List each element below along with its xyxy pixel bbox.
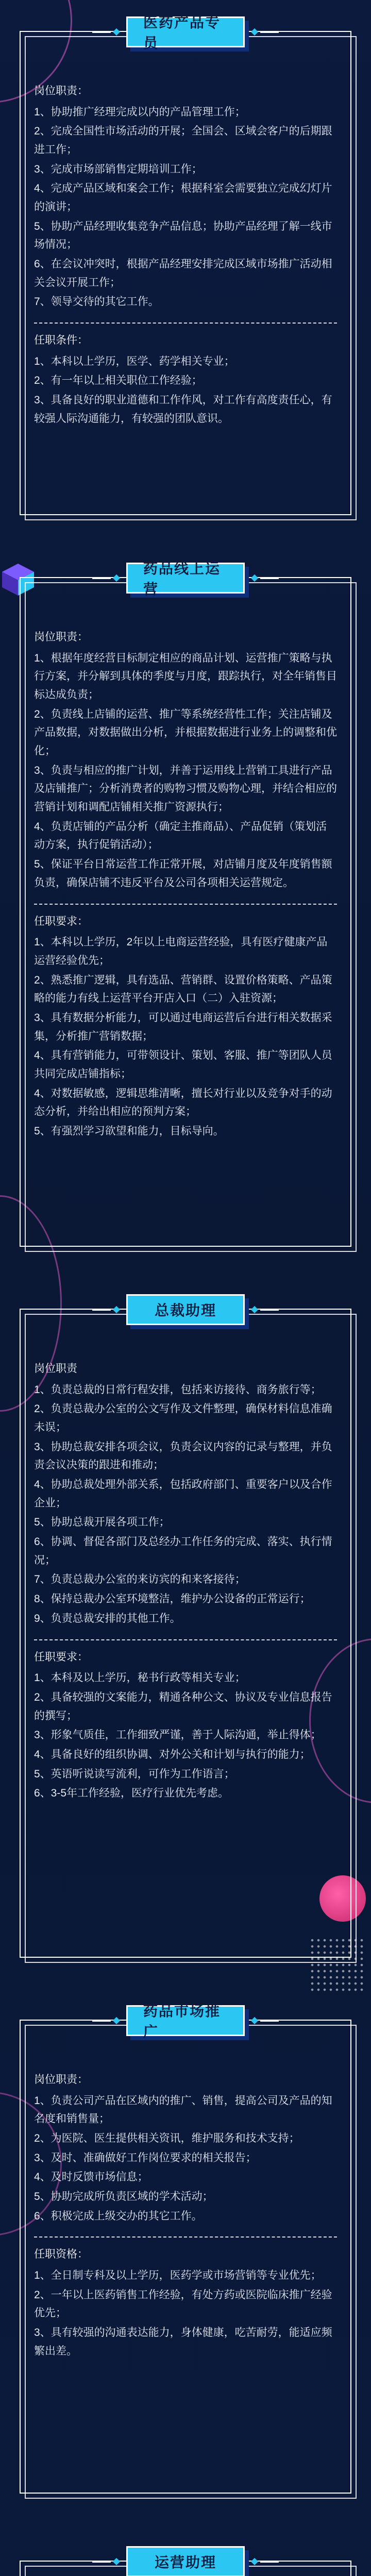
duty-item: 5、保证平台日常运营工作正常开展，对店铺月度及年度销售额负责，确保店铺不违反平台及公司各项相关运营规定。	[34, 858, 332, 889]
requirement-item: 3、具备良好的职业道德和工作作风，对工作有高度责任心，有较强人际沟通能力，有较强的团队意识。	[34, 394, 332, 425]
divider	[34, 2236, 337, 2238]
requirement-item: 2、具备较强的文案能力，精通各种公文、协议及专业信息报告的撰写；	[34, 1691, 332, 1722]
job-card-market-promotion	[20, 2003, 351, 2494]
header-ornament-left	[92, 1307, 122, 1312]
requirement-item: 4、对数据敏感，逻辑思维清晰，擅长对行业以及竞争对手的动态分析，并给出相应的预判方案；	[34, 1087, 332, 1118]
requirement-item: 5、英语听说读写流利，可作为工作语言；	[34, 1768, 235, 1780]
duty-item: 1、根据年度经营目标制定相应的商品计划、运营推广策略与执行方案，并分解到具体的季度与月度，跟踪执行，对全年销售目标达成负责；	[34, 652, 337, 701]
header-ornament-right	[249, 1307, 279, 1312]
requirement-item: 3、形象气质佳，工作细致严谨，善于人际沟通，举止得体；	[34, 1729, 322, 1741]
title-badge	[126, 14, 245, 51]
requirement-item: 1、本科及以上学历，秘书行政等相关专业；	[34, 1672, 246, 1684]
card-header	[88, 14, 283, 51]
title-badge	[126, 2546, 245, 2576]
duty-item: 6、积极完成上级交办的其它工作。	[34, 2210, 203, 2222]
card-header	[88, 1294, 283, 1325]
card-header	[88, 561, 283, 597]
header-ornament-right	[249, 2018, 279, 2023]
card-header	[88, 2546, 283, 2576]
requirement-item: 1、全日制专科及以上学历，医药学或市场营销等专业优先；	[34, 2269, 322, 2281]
card-header	[88, 2003, 283, 2040]
duty-item: 6、在会议冲突时，根据产品经理安排完成区域市场推广活动相关会议开展工作；	[34, 258, 332, 289]
duty-item: 4、负责店铺的产品分析（确定主推商品）、产品促销（策划活动方案，执行促销活动）；	[34, 820, 327, 851]
duty-item: 1、负责公司产品在区域内的推广、销售，提高公司及产品的知名度和销售量；	[34, 2094, 332, 2125]
divider	[34, 904, 337, 905]
header-ornament-left	[92, 575, 122, 581]
header-ornament-right	[249, 2559, 279, 2564]
requirement-item: 3、具有较强的沟通表达能力，身体健康，吃苦耐劳，能适应频繁出差。	[34, 2327, 332, 2357]
duties-label: 岗位职责	[34, 1363, 77, 1375]
duty-item: 7、领导交待的其它工作。	[34, 296, 159, 308]
duty-item: 4、完成产品区域和案会工作；根据科室会需要独立完成幻灯片的演讲；	[34, 182, 332, 213]
header-ornament-right	[249, 575, 279, 581]
duty-item: 3、完成市场部销售定期培训工作；	[34, 163, 203, 175]
header-ornament-right	[249, 29, 279, 35]
title-badge	[126, 561, 245, 597]
requirement-item: 6、3-5年工作经验，医疗行业优先考虑。	[34, 1787, 229, 1800]
job-title: 药品线上运营	[143, 561, 221, 597]
requirements-label: 任职资格：	[34, 2248, 88, 2261]
job-card-ceo-assistant	[20, 1302, 351, 1958]
job-title: 药品市场推广	[143, 2003, 221, 2040]
duty-item: 2、完成全国性市场活动的开展；全国会、区域会客户的后期跟进工作；	[34, 125, 332, 156]
duty-item: 7、负责总裁办公室的来访宾的和来客接待；	[34, 1573, 246, 1586]
job-card-product-specialist	[20, 14, 351, 515]
duty-item: 4、协助总裁处理外部关系，包括政府部门、重要客户以及合作企业；	[34, 1479, 332, 1509]
duty-item: 5、协助产品经理收集竞争产品信息；协助产品经理了解一线市场情况；	[34, 220, 332, 251]
job-title: 医药产品专员	[143, 14, 221, 51]
duties-label: 岗位职责：	[34, 2074, 88, 2086]
duty-item: 3、负责与相应的推广计划，并善于运用线上营销工具进行产品及店铺推广；分析消费者的购物习惯及购物心理，并结合相应的营销计划和调配店铺相关推广资源执行；	[34, 764, 337, 814]
requirements-label: 任职条件：	[34, 334, 88, 347]
header-ornament-left	[92, 2018, 122, 2023]
job-card-operations-assistant	[20, 2554, 351, 2576]
duty-item: 4、及时反馈市场信息；	[34, 2171, 148, 2183]
duty-item: 8、保持总裁办公室环境整洁，维护办公设备的正常运行；	[34, 1593, 311, 1605]
duty-item: 2、负责总裁办公室的公文写作及文件整理，确保材料信息准确未误；	[34, 1403, 332, 1433]
duty-item: 5、协助总裁开展各项工作；	[34, 1516, 170, 1529]
job-card-online-operations	[20, 561, 351, 1247]
duty-item: 9、负责总裁安排的其他工作。	[34, 1612, 181, 1624]
duty-item: 1、负责总裁的日常行程安排，包括来访接待、商务旅行等；	[34, 1383, 322, 1396]
requirement-item: 5、有强烈学习欲望和能力，目标导向。	[34, 1125, 224, 1137]
duties-label: 岗位职责：	[34, 85, 88, 97]
requirements-label: 任职要求：	[34, 915, 88, 927]
title-badge	[126, 1294, 245, 1325]
job-title: 总裁助理	[154, 1302, 216, 1318]
title-badge	[126, 2003, 245, 2040]
requirement-item: 2、熟悉推广逻辑，具有选品、营销群、设置价格策略、产品策略的能力有线上运营平台开店入口（二）入驻资源；	[34, 974, 332, 1005]
header-ornament-left	[92, 29, 122, 35]
job-title: 运营助理	[154, 2554, 216, 2570]
requirement-item: 2、一年以上医药销售工作经验，有处方药或医院临床推广经验优先；	[34, 2289, 332, 2319]
requirements-label: 任职要求：	[34, 1651, 88, 1663]
header-ornament-left	[92, 2559, 122, 2564]
duties-label: 岗位职责：	[34, 631, 88, 643]
requirement-item: 2、有一年以上相关职位工作经验；	[34, 375, 203, 387]
duty-item: 2、负责线上店铺的运营、推广等系统经营性工作；关注店铺及产品数据，对数据做出分析，并根据数据进行业务上的调整和优化；	[34, 708, 337, 757]
requirement-item: 4、具备良好的组织协调、对外公关和计划与执行的能力；	[34, 1748, 311, 1760]
requirement-item: 4、具有营销能力，可带领设计、策划、客服、推广等团队人员共同完成店铺指标；	[34, 1049, 332, 1080]
requirement-item: 3、具有数据分析能力，可以通过电商运营后台进行相关数据采集，分析推广营销数据；	[34, 1011, 332, 1042]
duty-item: 5、协助完成所负责区域的学术活动；	[34, 2191, 213, 2203]
duty-item: 2、为医院、医生提供相关资讯，维护服务和技术支持；	[34, 2132, 300, 2144]
divider	[34, 1639, 337, 1640]
duty-item: 3、及时、准确做好工作岗位要求的相关报告；	[34, 2151, 257, 2164]
divider	[34, 323, 337, 324]
requirement-item: 1、本科以上学历，2年以上电商运营经验，具有医疗健康产品运营经验优先；	[34, 936, 328, 967]
requirement-item: 1、本科以上学历，医学、药学相关专业；	[34, 355, 235, 367]
duty-item: 6、协调、督促各部门及总经办工作任务的完成、落实、执行情况；	[34, 1536, 332, 1566]
duty-item: 3、协助总裁安排各项会议，负责会议内容的记录与整理，并负责会议决策的跟进和推动；	[34, 1440, 332, 1471]
duty-item: 1、协助推广经理完成以内的产品管理工作；	[34, 106, 246, 118]
